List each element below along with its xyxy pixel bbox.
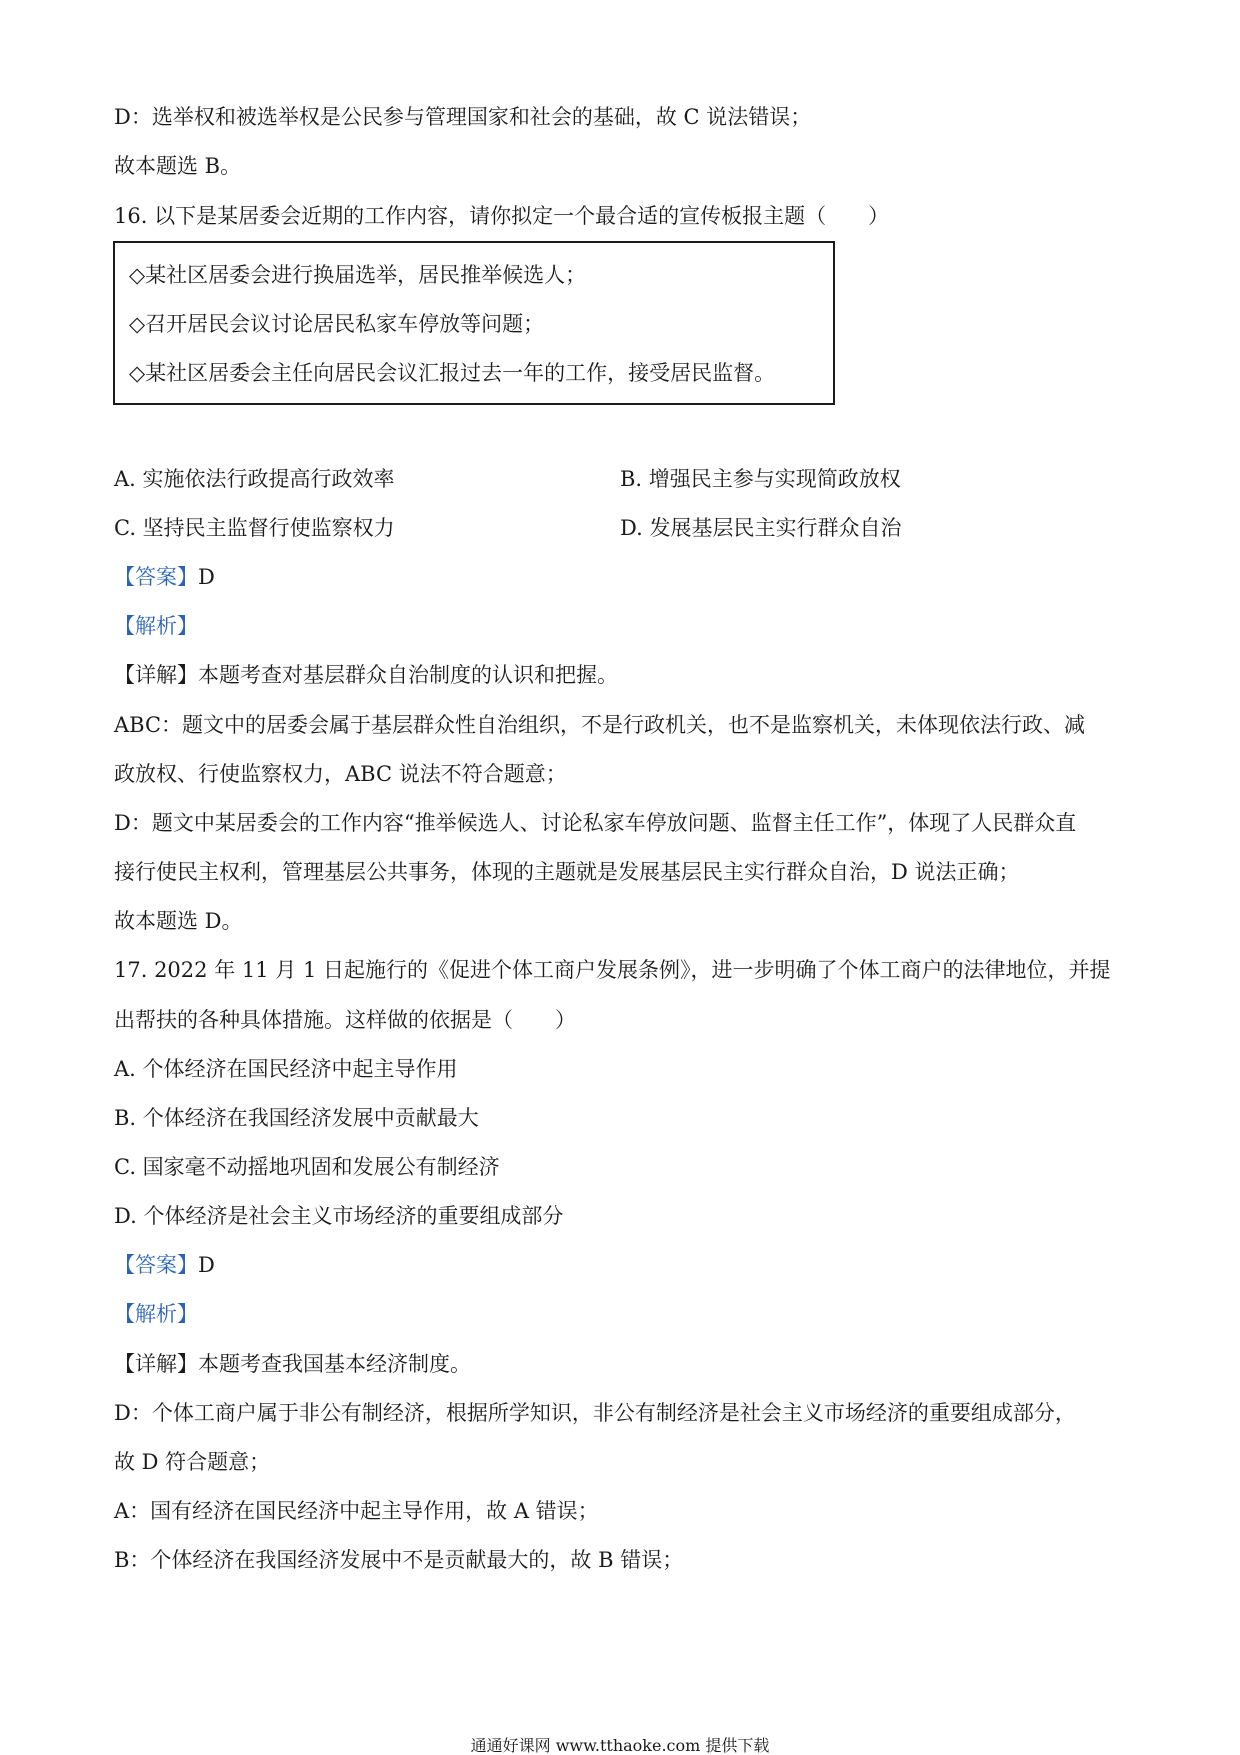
q16-option-d: D. 发展基层民主实行群众自治	[620, 516, 902, 540]
q17-stem: 17. 2022 年 11 月 1 日起施行的《促进个体工商户发展条例》，进一步明确了个体工商户的法律地位，并提	[114, 958, 1111, 982]
q16-option-b: B. 增强民主参与实现简政放权	[620, 467, 901, 491]
q17-detail: 【详解】本题考查我国基本经济制度。	[114, 1352, 471, 1376]
q16-abc-explanation: ABC：题文中的居委会属于基层群众性自治组织，不是行政机关，也不是监察机关，未体现依法行政、减	[114, 713, 1086, 737]
q17-option-b: B. 个体经济在我国经济发展中贡献最大	[114, 1106, 479, 1130]
answer-label: 【答案】	[114, 1253, 198, 1277]
q16-d-explanation-cont: 接行使民主权利，管理基层公共事务，体现的主题就是发展基层民主实行群众自治，D 说法正确；	[114, 860, 1020, 884]
q17-b-explanation: B：个体经济在我国经济发展中不是贡献最大的，故 B 错误；	[114, 1548, 684, 1572]
q17-a-explanation: A：国有经济在国民经济中起主导作用，故 A 错误；	[114, 1499, 599, 1523]
footer-site-name: 通通好课网	[470, 1736, 551, 1755]
q16-option-a: A. 实施依法行政提高行政效率	[114, 467, 395, 491]
q16-box-item: ◇某社区居委会主任向居民会议汇报过去一年的工作，接受居民监督。	[129, 361, 776, 385]
q17-d-explanation-cont: 故 D 符合题意；	[114, 1450, 271, 1474]
prev-option-d-explanation: D：选举权和被选举权是公民参与管理国家和社会的基础，故 C 说法错误；	[114, 105, 812, 129]
q17-stem-cont: 出帮扶的各种具体措施。这样做的依据是（ ）	[114, 1008, 576, 1032]
footer-suffix: 提供下载	[705, 1736, 770, 1755]
q16-box-item: ◇召开居民会议讨论居民私家车停放等问题；	[129, 312, 545, 336]
footer-url[interactable]: www.tthaoke.com	[555, 1736, 701, 1755]
q16-info-box	[113, 241, 835, 405]
answer-label: 【答案】	[114, 565, 198, 589]
q16-d-explanation: D：题文中某居委会的工作内容“推举候选人、讨论私家车停放问题、监督主任工作”，体现了人民群众直	[114, 811, 1077, 835]
prev-conclusion: 故本题选 B。	[114, 154, 242, 178]
page-footer	[0, 1737, 1240, 1755]
q16-answer	[114, 563, 215, 591]
q17-option-a: A. 个体经济在国民经济中起主导作用	[114, 1057, 458, 1081]
q17-option-c: C. 国家毫不动摇地巩固和发展公有制经济	[114, 1155, 500, 1179]
answer-value: D	[198, 1253, 215, 1277]
q16-option-c: C. 坚持民主监督行使监察权力	[114, 516, 395, 540]
q17-analysis-label: 【解析】	[114, 1302, 198, 1326]
q16-stem: 16. 以下是某居委会近期的工作内容，请你拟定一个最合适的宣传板报主题（ ）	[114, 204, 890, 228]
q16-analysis-label: 【解析】	[114, 614, 198, 638]
q17-option-d: D. 个体经济是社会主义市场经济的重要组成部分	[114, 1204, 564, 1228]
q16-box-item: ◇某社区居委会进行换届选举，居民推举候选人；	[129, 263, 587, 287]
q17-answer	[114, 1251, 215, 1279]
answer-value: D	[198, 565, 215, 589]
q16-abc-explanation-cont: 政放权、行使监察权力，ABC 说法不符合题意；	[114, 762, 567, 786]
q17-d-explanation: D：个体工商户属于非公有制经济，根据所学知识，非公有制经济是社会主义市场经济的重要组成部分，	[114, 1401, 1076, 1425]
q16-detail: 【详解】本题考查对基层群众自治制度的认识和把握。	[114, 663, 618, 687]
q16-conclusion: 故本题选 D。	[114, 909, 243, 933]
